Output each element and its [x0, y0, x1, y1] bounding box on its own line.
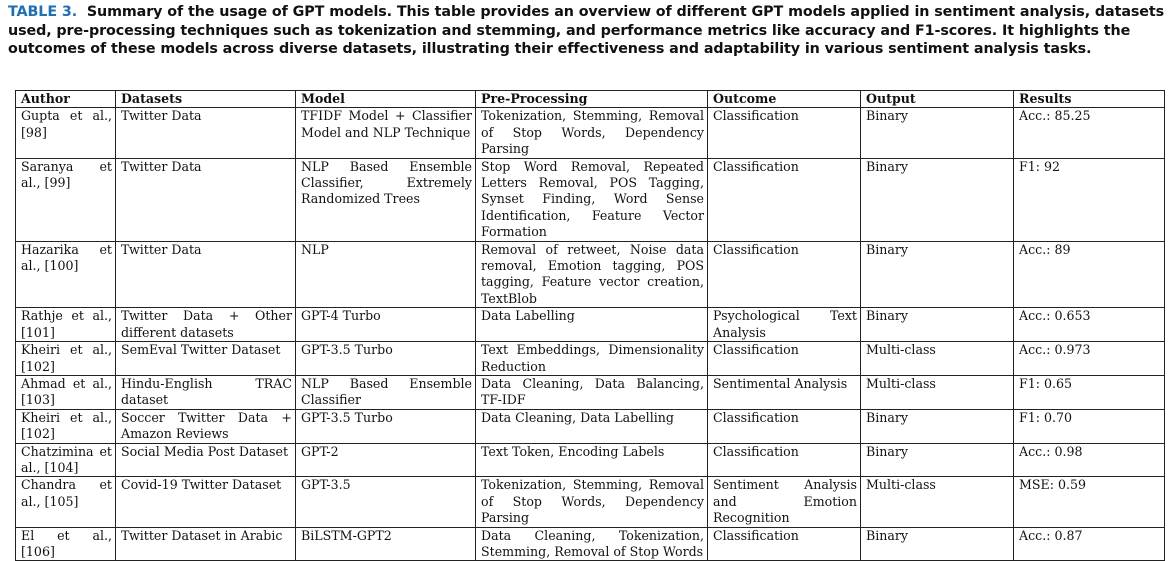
cell-model: TFIDF Model + Classifier Model and NLP Technique	[296, 108, 476, 158]
cell-model: GPT-3.5 Turbo	[296, 409, 476, 443]
cell-output: Binary	[861, 443, 1014, 477]
cell-pre-processing: Tokenization, Stemming, Removal of Stop Words, Dependency Parsing	[476, 477, 708, 527]
cell-datasets: Hindu-English TRAC dataset	[116, 375, 296, 409]
cell-output: Multi-class	[861, 477, 1014, 527]
cell-datasets: Soccer Twitter Data + Amazon Reviews	[116, 409, 296, 443]
cell-results: Acc.: 0.973	[1014, 342, 1165, 376]
cell-model: BiLSTM-GPT2	[296, 527, 476, 561]
cell-output: Binary	[861, 527, 1014, 561]
header-author: Author	[16, 91, 116, 108]
cell-datasets: SemEval Twitter Dataset	[116, 342, 296, 376]
table-label: TABLE 3.	[8, 4, 78, 20]
cell-datasets: Twitter Dataset in Arabic	[116, 527, 296, 561]
cell-outcome: Classification	[708, 409, 861, 443]
cell-datasets: Social Media Post Dataset	[116, 443, 296, 477]
cell-author: Chatzimina et al., [104]	[16, 443, 116, 477]
cell-datasets: Twitter Data	[116, 108, 296, 158]
cell-author: Kheiri et al., [102]	[16, 409, 116, 443]
cell-outcome: Classification	[708, 443, 861, 477]
cell-results: Acc.: 0.87	[1014, 527, 1165, 561]
table-row	[16, 158, 1165, 241]
table-row	[16, 375, 1165, 409]
header-model: Model	[296, 91, 476, 108]
cell-pre-processing: Data Cleaning, Tokenization, Stemming, Removal of Stop Words	[476, 527, 708, 561]
cell-author: Hazarika et al., [100]	[16, 241, 116, 308]
table-header-row	[16, 91, 1165, 108]
cell-results: MSE: 0.59	[1014, 477, 1165, 527]
cell-model: GPT-3.5	[296, 477, 476, 527]
cell-pre-processing: Removal of retweet, Noise data removal, Emotion tagging, POS tagging, Feature vector creation, TextBlob	[476, 241, 708, 308]
cell-datasets: Covid-19 Twitter Dataset	[116, 477, 296, 527]
cell-model: GPT-4 Turbo	[296, 308, 476, 342]
cell-output: Binary	[861, 409, 1014, 443]
cell-model: GPT-3.5 Turbo	[296, 342, 476, 376]
caption-text: Summary of the usage of GPT models. This table provides an overview of different GPT models applied in sentiment analysis, datasets used, pre-processing techniques such as tokenization and stemming, and performance metrics like accuracy and F1-scores. It highlights the outcomes of these models across diverse datasets, illustrating their effectiveness and adaptability in various sentiment analysis tasks.	[8, 4, 1165, 57]
cell-author: Ahmad et al., [103]	[16, 375, 116, 409]
cell-outcome: Classification	[708, 342, 861, 376]
header-output: Output	[861, 91, 1014, 108]
table-row	[16, 342, 1165, 376]
cell-datasets: Twitter Data + Other different datasets	[116, 308, 296, 342]
cell-results: Acc.: 89	[1014, 241, 1165, 308]
cell-outcome: Classification	[708, 241, 861, 308]
cell-results: F1: 0.65	[1014, 375, 1165, 409]
table-caption	[8, 3, 1168, 59]
cell-model: GPT-2	[296, 443, 476, 477]
cell-results: F1: 0.70	[1014, 409, 1165, 443]
cell-output: Multi-class	[861, 375, 1014, 409]
gpt-models-table	[15, 90, 1165, 561]
cell-results: F1: 92	[1014, 158, 1165, 241]
cell-outcome: Classification	[708, 527, 861, 561]
header-results: Results	[1014, 91, 1165, 108]
cell-pre-processing: Tokenization, Stemming, Removal of Stop Words, Dependency Parsing	[476, 108, 708, 158]
cell-outcome: Psychological Text Analysis	[708, 308, 861, 342]
header-pre-processing: Pre-Processing	[476, 91, 708, 108]
table-row	[16, 443, 1165, 477]
cell-pre-processing: Data Cleaning, Data Balancing, TF-IDF	[476, 375, 708, 409]
cell-author: Kheiri et al., [102]	[16, 342, 116, 376]
cell-output: Binary	[861, 241, 1014, 308]
cell-author: Rathje et al., [101]	[16, 308, 116, 342]
cell-pre-processing: Stop Word Removal, Repeated Letters Removal, POS Tagging, Synset Finding, Word Sense Identification, Feature Vector Formation	[476, 158, 708, 241]
cell-output: Binary	[861, 158, 1014, 241]
cell-pre-processing: Data Cleaning, Data Labelling	[476, 409, 708, 443]
cell-model: NLP Based Ensemble Classifier	[296, 375, 476, 409]
cell-author: El et al., [106]	[16, 527, 116, 561]
cell-results: Acc.: 85.25	[1014, 108, 1165, 158]
cell-results: Acc.: 0.653	[1014, 308, 1165, 342]
table-row	[16, 409, 1165, 443]
header-datasets: Datasets	[116, 91, 296, 108]
cell-author: Gupta et al., [98]	[16, 108, 116, 158]
cell-outcome: Classification	[708, 158, 861, 241]
cell-results: Acc.: 0.98	[1014, 443, 1165, 477]
table-row	[16, 241, 1165, 308]
cell-pre-processing: Data Labelling	[476, 308, 708, 342]
cell-model: NLP	[296, 241, 476, 308]
cell-outcome: Sentimental Analysis	[708, 375, 861, 409]
cell-datasets: Twitter Data	[116, 241, 296, 308]
header-outcome: Outcome	[708, 91, 861, 108]
cell-outcome: Sentiment Analysis and Emotion Recognition	[708, 477, 861, 527]
cell-output: Binary	[861, 308, 1014, 342]
table-row	[16, 108, 1165, 158]
cell-pre-processing: Text Embeddings, Dimensionality Reduction	[476, 342, 708, 376]
cell-datasets: Twitter Data	[116, 158, 296, 241]
cell-model: NLP Based Ensemble Classifier, Extremely Randomized Trees	[296, 158, 476, 241]
cell-author: Chandra et al., [105]	[16, 477, 116, 527]
table-row	[16, 308, 1165, 342]
cell-author: Saranya et al., [99]	[16, 158, 116, 241]
table-row	[16, 527, 1165, 561]
table-row	[16, 477, 1165, 527]
cell-pre-processing: Text Token, Encoding Labels	[476, 443, 708, 477]
cell-outcome: Classification	[708, 108, 861, 158]
cell-output: Multi-class	[861, 342, 1014, 376]
cell-output: Binary	[861, 108, 1014, 158]
